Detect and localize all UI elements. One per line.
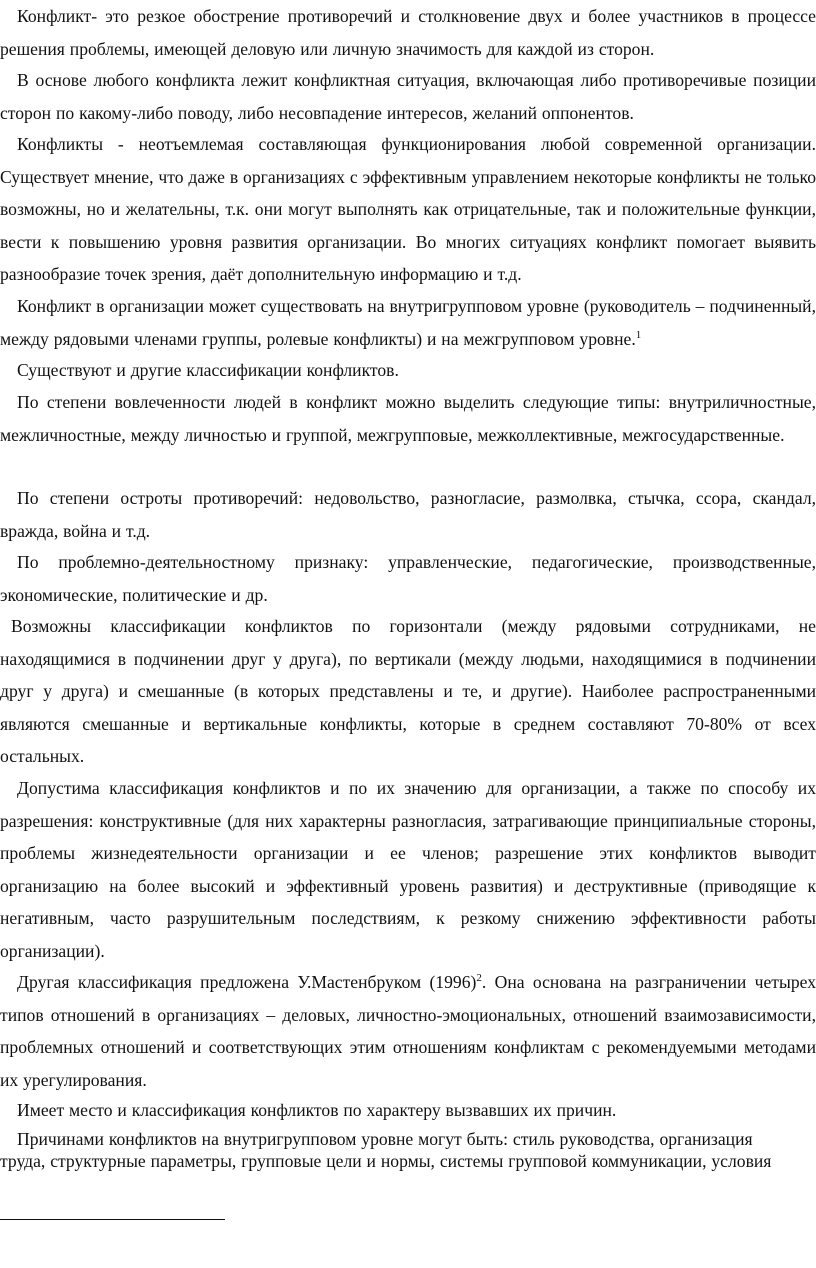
paragraph-activity: По проблемно-деятельностному признаку: управленческие, педагогические, производственные, экономические, политические и др. xyxy=(0,552,816,605)
paragraph-mastenbroek-text-end: . Она основана на разграничении четырех типов отношений в организациях – деловых, личностно-эмоциональных, отношений взаимозависимости, проблемных отношений и соответствующих этим отношениям конфликтам с рекомендуемыми методами их урегулирования. xyxy=(0,972,816,1090)
paragraph-mastenbroek-text-start: Другая классификация предложена У.Мастенбруком (1996) xyxy=(17,972,477,992)
paragraph-levels xyxy=(0,290,816,355)
paragraph-intragroup-causes: Причинами конфликтов на внутригрупповом уровне могут быть: стиль руководства, организация труда, структурные параметры, групповые цели и нормы, системы групповой коммуникации, условия xyxy=(0,1129,772,1171)
paragraph-constructive-destructive: Допустима классификация конфликтов и по их значению для организации, а также по способу их разрешения: конструктивные (для них характерны разногласия, затрагивающие принципиальные стороны, проблемы жизнедеятельности организации и ее членов; разрешение этих конфликтов выводит организацию на более высокий и эффективный уровень развития) и деструктивные (приводящие к негативным, часто разрушительным последствиям, к резкому снижению эффективности работы организации). xyxy=(0,778,816,961)
paragraph-conflict-situation: В основе любого конфликта лежит конфликтная ситуация, включающая либо противоречивые позиции сторон по какому-либо поводу, либо несовпадение интересов, желаний оппонентов. xyxy=(0,70,816,123)
paragraph-horizontal-vertical: Возможны классификации конфликтов по горизонтали (между рядовыми сотрудниками, не находящимися в подчинении друг у друга), по вертикали (между людьми, находящимися в подчинении друг у друга) и смешанные (в которых представлены и те, и другие). Наиболее распространенными являются смешанные и вертикальные конфликты, которые в среднем составляют 70-80% от всех остальных. xyxy=(0,616,816,767)
paragraph-levels-text: Конфликт в организации может существовать на внутригрупповом уровне (руководитель – подчиненный, между рядовыми членами группы, ролевые конфликты) и на межгрупповом уровне. xyxy=(0,296,816,349)
footnote-ref-1: 1 xyxy=(635,328,642,341)
paragraph-mastenbroek xyxy=(0,966,816,1096)
paragraph-definition: Конфликт- это резкое обострение противоречий и столкновение двух и более участников в процессе решения проблемы, имеющей деловую или личную значимость для каждой из сторон. xyxy=(0,6,816,59)
paragraph-severity: По степени остроты противоречий: недовольство, разногласие, размолвка, стычка, ссора, скандал, вражда, война и т.д. xyxy=(0,488,816,541)
paragraph-conflicts-in-organization: Конфликты - неотъемлемая составляющая функционирования любой современной организации. Существует мнение, что даже в организациях с эффективным управлением некоторые конфликты не только возможны, но и желательны, т.к. они могут выполнять как отрицательные, так и положительные функции, вести к повышению уровня развития организации. Во многих ситуациях конфликт помогает выявить разнообразие точек зрения, даёт дополнительную информацию и т.д. xyxy=(0,134,816,285)
paragraph-other-classifications: Существуют и другие классификации конфликтов. xyxy=(17,360,399,380)
paragraph-involvement: По степени вовлеченности людей в конфликт можно выделить следующие типы: внутриличностные, межличностные, между личностью и группой, межгрупповые, межколлективные, межгосударственные. xyxy=(0,392,816,445)
paragraph-causes-classification: Имеет место и классификация конфликтов по характеру вызвавших их причин. xyxy=(17,1100,617,1120)
footnote-ref-2: 2 xyxy=(476,972,482,984)
footnote-separator xyxy=(0,1219,225,1220)
